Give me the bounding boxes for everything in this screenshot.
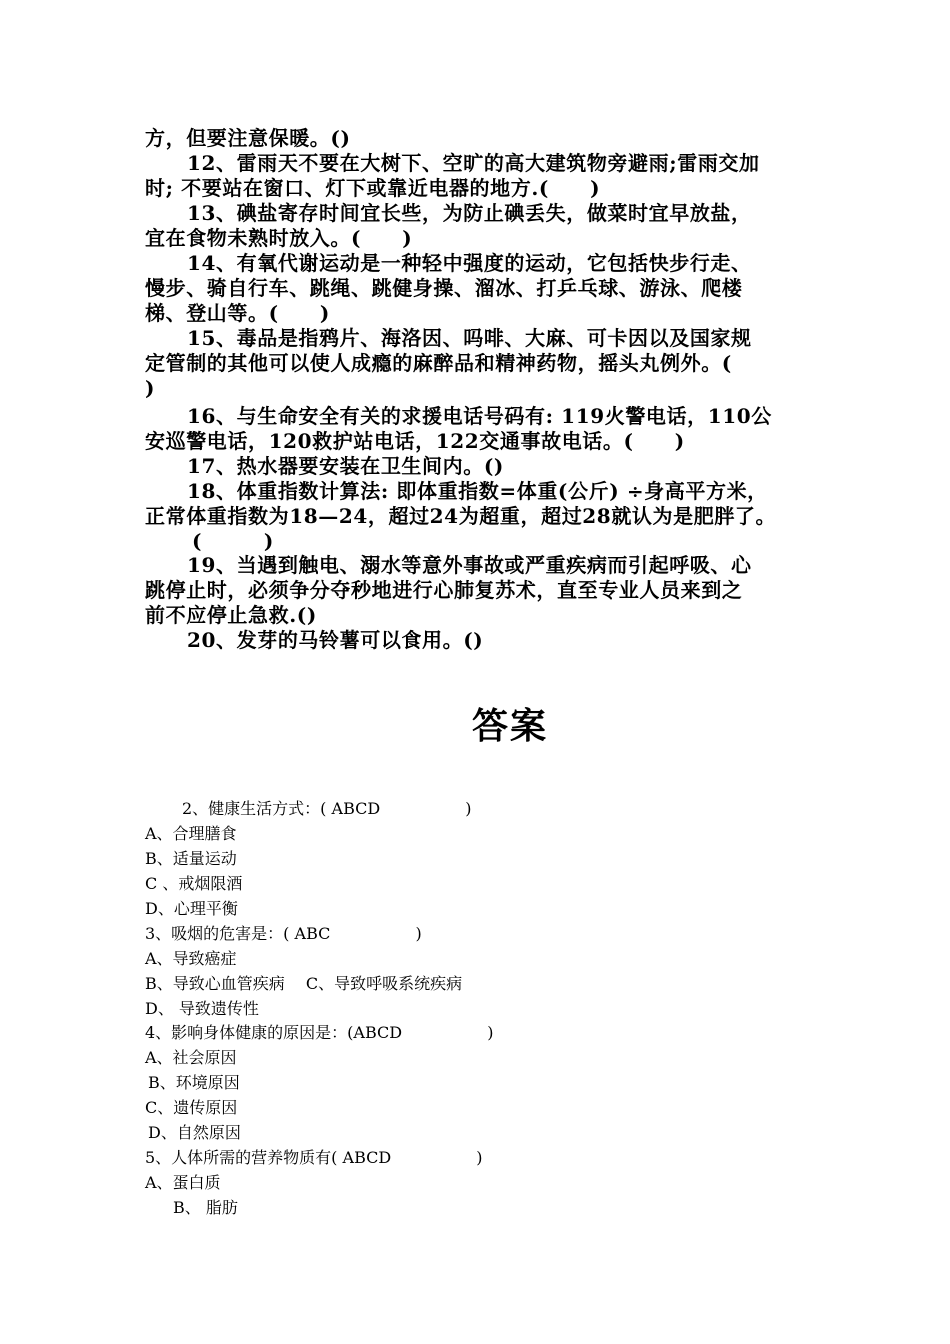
answer-line: B、导致心血管疾病 C、导致呼吸系统疾病 (145, 974, 463, 993)
answer-line: A、社会原因 (145, 1048, 237, 1067)
question-14: 14、有氧代谢运动是一种轻中强度的运动，它包括快步行走、 (187, 251, 752, 275)
answers-title: 答案 (471, 706, 548, 747)
answer-line: 4、影响身体健康的原因是：(ABCD ) (145, 1023, 494, 1042)
answer-line: C、遗传原因 (145, 1098, 238, 1117)
question-16: 16、与生命安全有关的求援电话号码有: 119火警电话，110公 (187, 404, 772, 428)
question-19: 19、当遇到触电、溺水等意外事故或严重疾病而引起呼吸、心 (187, 553, 752, 577)
answer-line: B、环境原因 (148, 1073, 240, 1092)
answer-line: D、自然原因 (148, 1123, 241, 1142)
question-line: 慢步、骑自行车、跳绳、跳健身操、溜冰、打乒乓球、游泳、爬楼 (145, 276, 743, 300)
answer-line: C 、戒烟限酒 (145, 874, 243, 893)
answer-line: D、心理平衡 (145, 899, 238, 918)
answer-line: B、 脂肪 (173, 1198, 238, 1217)
answer-line: A、合理膳食 (145, 824, 237, 843)
question-line: ) (145, 376, 156, 400)
question-15: 15、毒品是指鸦片、海洛因、吗啡、大麻、可卡因以及国家规 (187, 326, 752, 350)
question-18: 18、体重指数计算法: 即体重指数=体重(公斤) ÷身高平方米， (187, 479, 768, 503)
question-line: 定管制的其他可以使人成瘾的麻醉品和精神药物，摇头丸例外。( (145, 351, 732, 375)
question-line: 前不应停止急救.() (145, 603, 317, 627)
answer-line: A、导致癌症 (145, 949, 237, 968)
question-line: 方，但要注意保暖。() (145, 126, 351, 150)
answer-line: 5、人体所需的营养物质有( ABCD ) (145, 1148, 483, 1167)
question-17: 17、热水器要安装在卫生间内。() (187, 454, 504, 478)
question-line: 安巡警电话，120救护站电话，122交通事故电话。( ) (145, 429, 685, 453)
answer-line: 2、健康生活方式：( ABCD ) (182, 799, 472, 818)
question-12: 12、雷雨天不要在大树下、空旷的高大建筑物旁避雨;雷雨交加 (187, 151, 760, 175)
question-line: 时; 不要站在窗口、灯下或靠近电器的地方.( ) (145, 176, 601, 200)
question-20: 20、发芽的马铃薯可以食用。() (187, 628, 484, 652)
answer-line: 3、吸烟的危害是：( ABC ) (145, 924, 422, 943)
question-line: 正常体重指数为18—24，超过24为超重，超过28就认为是肥胖了。 (145, 504, 777, 528)
question-line: 梯、登山等。( ) (145, 301, 330, 325)
answer-line: A、蛋白质 (145, 1173, 221, 1192)
question-line: 跳停止时，必须争分夺秒地进行心肺复苏术，直至专业人员来到之 (145, 578, 743, 602)
answer-line: B、适量运动 (145, 849, 237, 868)
question-13: 13、碘盐寄存时间宜长些，为防止碘丢失，做菜时宜早放盐， (187, 201, 752, 225)
question-line: 宜在食物未熟时放入。( ) (145, 226, 413, 250)
question-line: ( ) (192, 529, 274, 553)
answer-line: D、 导致遗传性 (145, 999, 259, 1018)
